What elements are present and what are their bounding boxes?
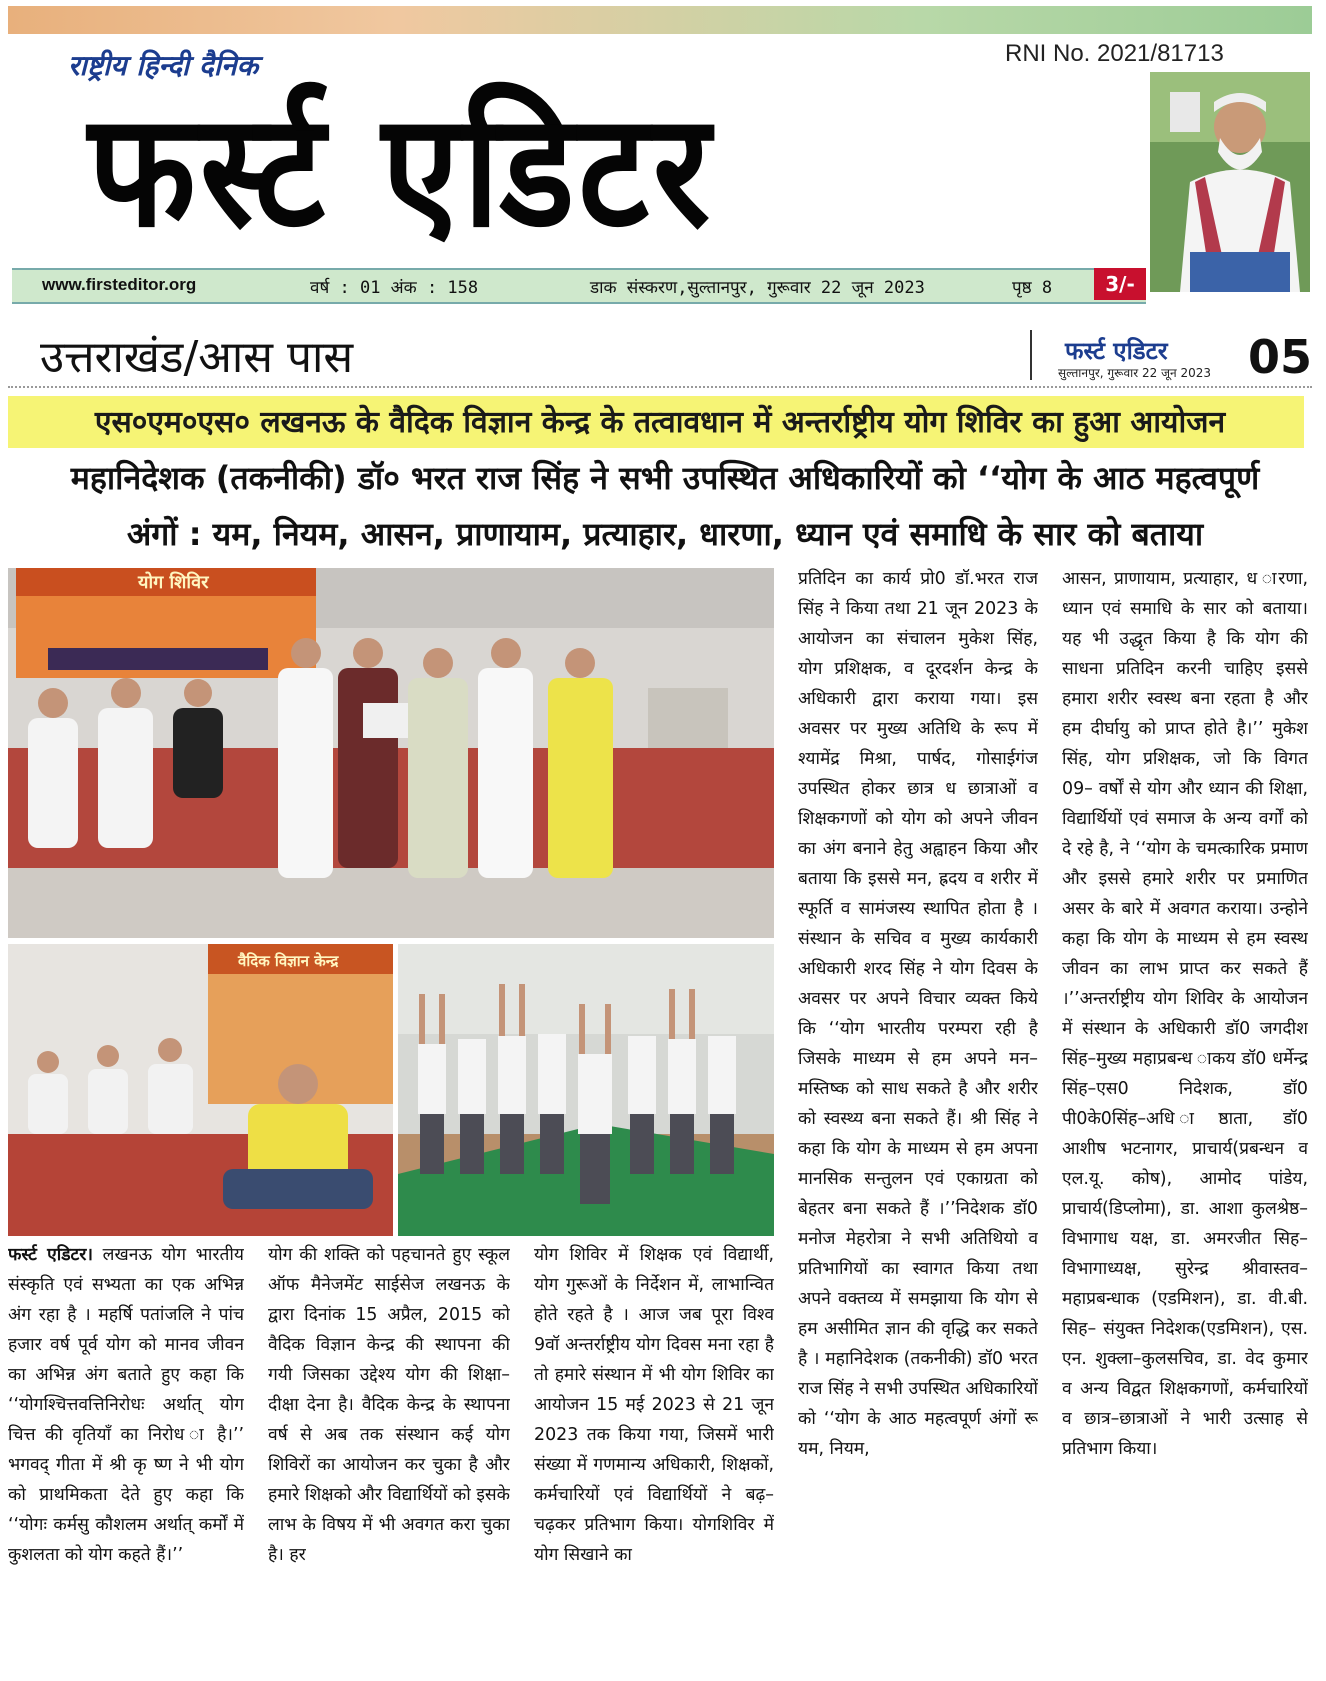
article-text-3: योग शिविर में शिक्षक एवं विद्यार्थी, योग गुरूओं के निर्देशन में, लाभान्वित होते रहते है । आज जब पूरा विश्व 9वॉ अन्तर्राष्ट्रीय योग दिवस मना रहा है तो हमारे संस्थान में भी योग शिविर का आयोजन 15 मई 2023 से 21 जून 2023 तक किया गया, जिसमें भारी संख्या में गणमान्य अधिकारी, शिक्षकों, कर्मचारियों एवं विद्यार्थियों ने बढ़–चढ़कर प्रतिभाग किया। योगशिविर में योग सिखाने का <box>534 1245 774 1565</box>
paper-name-small: फर्स्ट एडिटर <box>1065 337 1168 365</box>
masthead-photo <box>1150 72 1310 292</box>
volume-issue: वर्ष : 01 अंक : 158 <box>310 278 479 298</box>
article-text-4: प्रतिदिन का कार्य प्रो0 डॉ.भरत राज सिंह ने किया तथा 21 जून 2023 के आयोजन का संचालन मुकेश सिंह, योग प्रशिक्षक, व दूरदर्शन केन्द्र के अधिकारी द्वारा कराया गया। इस अवसर पर मुख्य अतिथि के रूप में श्यामेंद्र मिश्रा, पार्षद, गोसाईगंज उपस्थित होकर छात्र ध छात्राओं व शिक्षकगणों को योग को अपने जीवन का अंग बनाने हेतु अह्वाहन किया और बताया कि इससे मन, ह्रदय व शरीर में स्फूर्ति व सामंजस्य स्थापित होता है । संस्थान के सचिव व मुख्य कार्यकारी अधिकारी शरद सिंह ने योग दिवस के अवसर पर अपने विचार व्यक्त किये कि ‘‘योग भारतीय परम्परा रही है जिसके माध्यम से हम अपने मन–मस्तिष्क को साध सकते है और शरीर को स्वस्थ्य बना सकते हैं। श्री सिंह ने कहा कि योग के माध्यम से हम अपना मानसिक सन्तुलन एवं एकाग्रता को बेहतर बना सकते हैं ।’’निदेशक डॉ0 मनोज मेहरोत्रा ने सभी अतिथियो व प्रतिभागियों का स्वागत किया तथा अपने वक्तव्य में समझाया कि योग से हम असीमित ज्ञान की वृद्धि कर सकते है । महानिदेशक (तकनीकी) डॉ0 भरत राज सिंह ने सभी उपस्थित अधिकारियों को ‘‘योग के आठ महत्वपूर्ण अंगों रू यम, नियम, <box>798 569 1038 1459</box>
paper-date-small: सुल्तानपुर, गुरूवार 22 जून 2023 <box>1058 366 1212 380</box>
article-column-2 <box>268 1240 510 1676</box>
article-dateline: फर्स्ट एडिटर। <box>8 1245 94 1265</box>
page-number: 05 <box>1248 330 1313 384</box>
subheadline-line-1: महानिदेशक (तकनीकी) डॉ० भरत राज सिंह ने सभी उपस्थित अधिकारियों को ‘‘योग के आठ महत्वपूर्ण <box>70 459 1260 497</box>
page-count: पृष्ठ 8 <box>1012 278 1053 298</box>
article-column-5 <box>1062 564 1308 1676</box>
issue-info-bar <box>12 268 1146 304</box>
header-divider <box>1030 330 1032 380</box>
price-badge: 3/- <box>1094 268 1146 300</box>
rni-number: RNI No. 2021/81713 <box>1005 40 1224 67</box>
edition-date: डाक संस्करण,सुल्तानपुर, गुरूवार 22 जून 2023 <box>590 278 925 298</box>
dotted-divider <box>8 386 1312 388</box>
article-column-4 <box>798 564 1038 1676</box>
photo-standing-yoga <box>398 944 774 1236</box>
newspaper-title: फर्स्ट एडिटर <box>88 80 715 263</box>
photo-banner-text-2: वैदिक विज्ञान केन्द्र <box>238 952 339 970</box>
headline-main: एस०एम०एस० लखनऊ के वैदिक विज्ञान केन्द्र के तत्वावधान में अन्तर्राष्ट्रीय योग शिविर का हुआ आयोजन <box>94 405 1226 440</box>
article-text-5: आसन, प्राणायाम, प्रत्याहार, ध ारणा, ध्यान एवं समाधि के सार को बताया। यह भी उद्धृत किया है कि योग की साधना प्रतिदिन करनी चाहिए इससे हमारा शरीर स्वस्थ बना रहता है और हम दीर्घायु को प्राप्त होते है।’’ मुकेश सिंह, योग प्रशिक्षक, जो कि विगत 09– वर्षों से योग और ध्यान की शिक्षा, विद्यार्थियों एवं समाज के अन्य वर्गों को दे रहे है, ने ‘‘योग के चमत्कारिक प्रमाण और इससे हमारे शरीर पर प्रमाणित असर के बारे में अवगत कराया। उन्होने कहा कि योग के माध्यम से हम स्वस्थ जीवन का लाभ प्राप्त कर सकते हैं ।’’अन्तर्राष्ट्रीय योग शिविर के आयोजन में संस्थान के अधिकारी डॉ0 जगदीश सिंह–मुख्य महाप्रबन्ध ाकय डॉ0 धर्मेन्द्र सिंह–एस0 निदेशक, डॉ0 पी0के0सिंह–अधि ाष्ठाता, डॉ0 आशीष भटनागर, प्राचार्य(प्रबन्धन व एल.यू. कोष), आमोद पांडेय, प्राचार्य(डिप्लोमा), डा. आशा कुलश्रेष्ठ–विभागाध यक्ष, डा. अमरजीत सिह–विभागाध्यक्ष, सुरेन्द्र श्रीवास्तव–महाप्रबन्धाक (एडमिशन), डा. वी.बी. सिह– संयुक्त निदेशक(एडमिशन), एस. एन. शुक्ला–कुलसचिव, डा. वेद कुमार व अन्य विद्वत शिक्षकगणों, कर्मचारियों व छात्र–छात्राओं ने भारी उत्साह से प्रतिभाग किया। <box>1062 569 1308 1459</box>
top-color-band <box>8 6 1312 34</box>
photo-meditation <box>8 944 393 1236</box>
article-text-1: लखनऊ योग भारतीय संस्कृति एवं सभ्यता का एक अभिन्न अंग रहा है । महर्षि पतांजलि ने पांच हजार वर्ष पूर्व योग को मानव जीवन का अभिन्न अंग बताते हुए कहा कि ‘‘योगश्चित्तवत्तिनिरोधः अर्थात् योग चित्त की वृतियाँ का निरोध ा है।’’ भगवद् गीता में श्री कृ ष्ण ने भी योग को प्राथमिकता देते हुए कहा कि ‘‘योगः कर्मसु कौशलम अर्थात् कर्मों में कुशलता को योग कहते हैं।’’ <box>8 1245 244 1565</box>
photo-felicitation <box>8 568 774 938</box>
website-link[interactable]: www.firsteditor.org <box>42 275 197 294</box>
masthead-tagline: राष्ट्रीय हिन्दी दैनिक <box>68 49 259 82</box>
photo-banner-text: योग शिविर <box>138 572 209 593</box>
article-column-1 <box>8 1240 244 1676</box>
subheadline-line-2: अंगों : यम, नियम, आसन, प्राणायाम, प्रत्याहार, धारणा, ध्यान एवं समाधि के सार को बताया <box>126 515 1204 553</box>
section-title: उत्तराखंड/आस पास <box>40 332 354 383</box>
article-column-3 <box>534 1240 774 1676</box>
article-text-2: योग की शक्ति को पहचानते हुए स्कूल ऑफ मैनेजमेंट साईसेज लखनऊ के द्वारा दिनांक 15 अप्रैल, 2015 को वैदिक विज्ञान केन्द्र की स्थापना की गयी जिसका उद्देश्य योग की शिक्षा–दीक्षा देना है। वैदिक केन्द्र के स्थापना वर्ष से अब तक संस्थान कई योग शिविरों का आयोजन कर चुका है और हमारे शिक्षको और विद्यार्थियों को इसके लाभ के विषय में भी अवगत करा चुका है। हर <box>268 1245 510 1565</box>
